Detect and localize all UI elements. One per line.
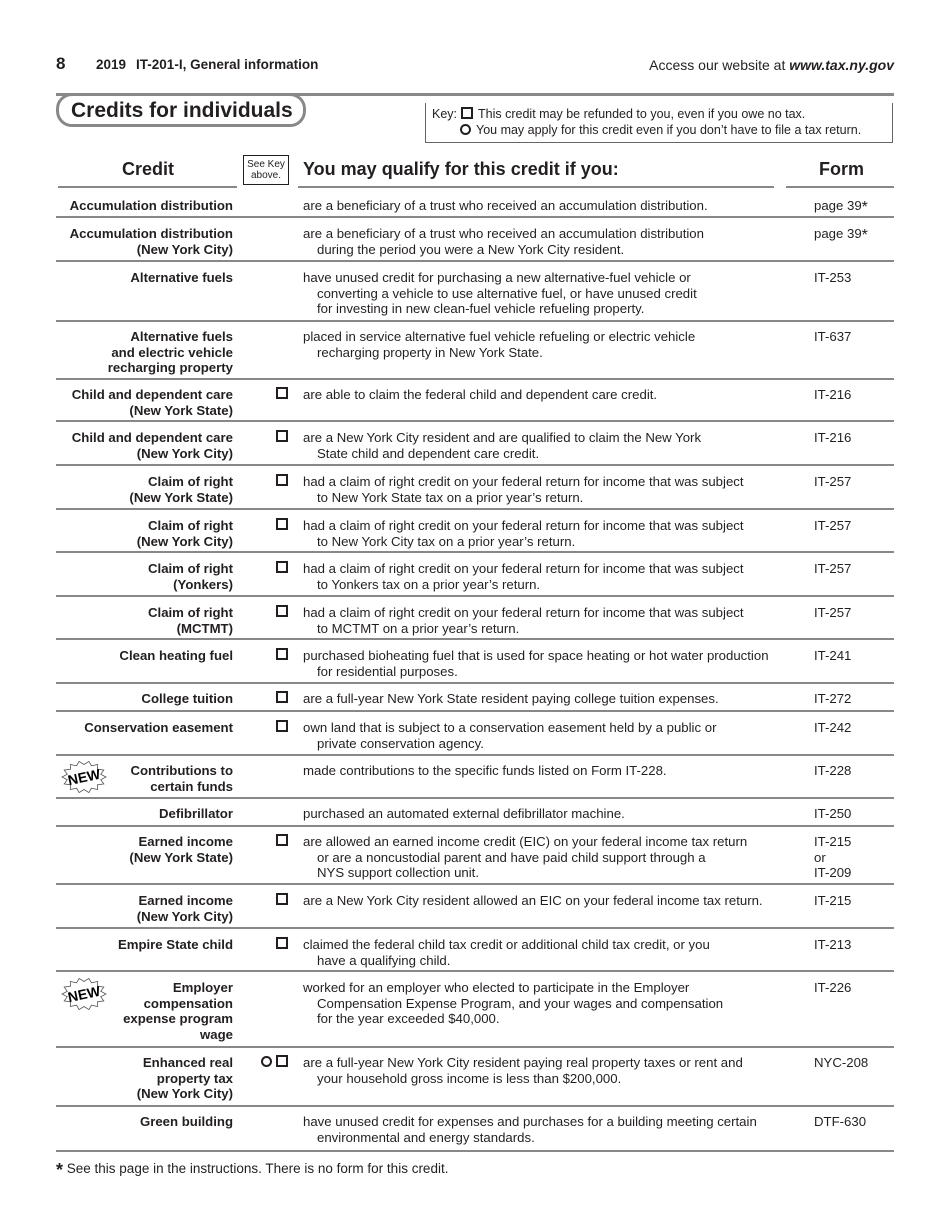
qualification-first-line: are allowed an earned income credit (EIC) on your federal income tax return	[303, 834, 748, 849]
qualification-first-line: had a claim of right credit on your federal return for income that was subject	[303, 605, 744, 620]
footnote-asterisk: *	[56, 1160, 64, 1180]
refundable-square-icon	[276, 834, 288, 846]
credit-form	[814, 387, 851, 403]
new-badge-text: NEW	[66, 765, 102, 789]
refundable-square-icon	[276, 648, 288, 660]
credit-name: Green building	[139, 1114, 233, 1129]
qualification-first-line: own land that is subject to a conservation easement held by a public or	[303, 720, 717, 735]
credit-qualification	[303, 198, 803, 214]
asterisk-mark: *	[861, 199, 868, 216]
row-divider	[56, 508, 894, 510]
form-number: IT-215	[814, 893, 852, 908]
row-divider	[56, 320, 894, 322]
refundable-square-icon	[276, 605, 288, 617]
row-divider	[56, 682, 894, 684]
credit-form	[814, 1055, 868, 1071]
row-divider	[56, 1105, 894, 1107]
asterisk-mark: *	[861, 227, 868, 244]
qualification-continuation: for residential purposes.	[317, 663, 458, 679]
qualification-first-line: had a claim of right credit on your federal return for income that was subject	[303, 561, 744, 576]
row-divider	[56, 260, 894, 262]
section-title-box	[56, 93, 306, 127]
website-link[interactable]: www.tax.ny.gov	[789, 57, 894, 73]
form-number: IT-226	[814, 980, 852, 995]
credit-form	[814, 720, 851, 736]
form-number: IT-216	[814, 430, 852, 445]
row-divider	[56, 216, 894, 218]
credit-name: Empire State child	[117, 937, 233, 952]
website-line	[649, 57, 894, 73]
column-header-form: Form	[819, 159, 864, 179]
form-number: IT-241	[814, 648, 852, 663]
header-year: 2019	[96, 57, 127, 72]
form-number: IT-272	[814, 691, 852, 706]
credit-form	[814, 648, 851, 664]
section-title: Credits for individuals	[71, 99, 293, 122]
refundable-square-icon	[276, 561, 288, 573]
column-header-see-key	[243, 155, 289, 185]
credit-name: Child and dependent care (New York State)	[71, 387, 233, 418]
row-divider	[56, 927, 894, 929]
credit-qualification	[303, 720, 803, 751]
qualification-first-line: are a full-year New York City resident paying real property taxes or rent and	[303, 1055, 743, 1070]
credit-qualification	[303, 1114, 803, 1145]
refundable-square-icon	[276, 937, 288, 949]
form-number: DTF-630	[814, 1114, 867, 1129]
qualification-continuation: to Yonkers tax on a prior year’s return.	[317, 576, 541, 592]
form-number: IT-257	[814, 474, 852, 489]
running-header	[96, 57, 318, 72]
credit-qualification	[303, 893, 803, 909]
credit-qualification	[303, 980, 803, 1027]
credit-key-icons	[256, 1055, 288, 1071]
qualification-first-line: are a New York City resident and are qualified to claim the New York	[303, 430, 702, 445]
qualification-continuation: private conservation agency.	[317, 735, 484, 751]
refundable-square-icon	[461, 107, 473, 119]
qualification-first-line: have unused credit for purchasing a new alternative-fuel vehicle or	[303, 270, 691, 285]
credit-name: Alternative fuels and electric vehicle recharging property	[107, 329, 233, 376]
row-divider	[56, 1150, 894, 1152]
footnote-text: See this page in the instructions. There is no form for this credit.	[63, 1161, 449, 1176]
form-number: page 39	[814, 226, 862, 241]
form-number: IT-228	[814, 763, 852, 778]
qualification-first-line: are a beneficiary of a trust who received an accumulation distribution	[303, 226, 704, 241]
credit-qualification	[303, 561, 803, 592]
credit-key-icons	[256, 430, 288, 446]
credit-form	[814, 198, 868, 214]
credit-qualification	[303, 1055, 803, 1086]
credit-form	[814, 270, 851, 286]
qualification-continuation: to MCTMT on a prior year’s return.	[317, 620, 520, 636]
qualification-first-line: had a claim of right credit on your federal return for income that was subject	[303, 474, 744, 489]
see-key-above: above.	[250, 170, 282, 181]
row-divider	[56, 464, 894, 466]
credit-key-icons	[256, 893, 288, 909]
qualification-continuation: Compensation Expense Program, and your wages and compensation for the year exceeded $40,000.	[317, 995, 724, 1027]
credit-qualification	[303, 806, 803, 822]
credit-qualification	[303, 518, 803, 549]
refundable-square-icon	[276, 893, 288, 905]
credit-name: Conservation easement	[84, 720, 233, 735]
qualification-first-line: worked for an employer who elected to participate in the Employer	[303, 980, 690, 995]
header-underline-form	[786, 186, 894, 188]
qualification-first-line: purchased bioheating fuel that is used for space heating or hot water production	[303, 648, 769, 663]
credit-qualification	[303, 648, 803, 679]
credit-qualification	[303, 691, 803, 707]
refundable-square-icon	[276, 387, 288, 399]
form-number: page 39	[814, 198, 862, 213]
key-square-text: This credit may be refunded to you, even if you owe no tax.	[478, 107, 806, 121]
credit-form	[814, 806, 851, 822]
credit-name: Contributions to certain funds	[130, 763, 233, 794]
form-number: IT-257	[814, 518, 852, 533]
refundable-square-icon	[276, 720, 288, 732]
credit-qualification	[303, 430, 803, 461]
row-divider	[56, 797, 894, 799]
new-starburst-icon	[60, 976, 108, 1012]
refundable-square-icon	[276, 430, 288, 442]
qualification-continuation: State child and dependent care credit.	[317, 445, 540, 461]
credit-qualification	[303, 329, 803, 360]
refundable-square-icon	[276, 474, 288, 486]
row-divider	[56, 420, 894, 422]
key-box	[425, 103, 893, 143]
credit-form	[814, 518, 851, 534]
credit-key-icons	[256, 691, 288, 707]
row-divider	[56, 638, 894, 640]
row-divider	[56, 595, 894, 597]
credit-form	[814, 329, 851, 345]
qualification-first-line: have unused credit for expenses and purchases for a building meeting certain	[303, 1114, 757, 1129]
form-number: IT-216	[814, 387, 852, 402]
credit-qualification	[303, 387, 803, 403]
credit-name: Alternative fuels	[130, 270, 233, 285]
row-divider	[56, 754, 894, 756]
credit-name: Claim of right (New York City)	[136, 518, 233, 549]
column-header-credit: Credit	[122, 159, 175, 179]
qualification-first-line: are able to claim the federal child and dependent care credit.	[303, 387, 658, 402]
header-underline-qualify	[298, 186, 774, 188]
row-divider	[56, 551, 894, 553]
qualification-first-line: claimed the federal child tax credit or additional child tax credit, or you	[303, 937, 710, 952]
qualification-continuation: to New York State tax on a prior year’s return.	[317, 489, 584, 505]
new-badge-text: NEW	[66, 982, 102, 1006]
form-number: IT-250	[814, 806, 852, 821]
credit-name: Earned income (New York State)	[129, 834, 233, 865]
page-number: 8	[56, 54, 66, 73]
credit-name: Child and dependent care (New York City)	[71, 430, 233, 461]
form-number: IT-242	[814, 720, 852, 735]
credit-form	[814, 763, 851, 779]
credit-form	[814, 691, 851, 707]
footnote	[56, 1160, 448, 1181]
credit-qualification	[303, 834, 803, 881]
credit-form	[814, 1114, 866, 1130]
credit-form	[814, 980, 851, 996]
credit-name: Claim of right (MCTMT)	[148, 605, 233, 636]
credit-form	[814, 893, 851, 909]
credit-form	[814, 561, 851, 577]
credit-name: Employer compensation expense program wage	[123, 980, 233, 1042]
credit-name: Accumulation distribution (New York City)	[69, 226, 233, 257]
row-divider	[56, 710, 894, 712]
qualification-continuation: converting a vehicle to use alternative fuel, or have unused credit for investing in new clean-fuel vehicle refueling property.	[317, 285, 697, 317]
credit-key-icons	[256, 834, 288, 850]
form-number: IT-637	[814, 329, 852, 344]
qualification-continuation: recharging property in New York State.	[317, 344, 543, 360]
form-number: IT-257	[814, 605, 852, 620]
credit-key-icons	[256, 561, 288, 577]
row-divider	[56, 970, 894, 972]
qualification-continuation: to New York City tax on a prior year’s return.	[317, 533, 576, 549]
credit-name: Claim of right (New York State)	[129, 474, 233, 505]
credit-qualification	[303, 226, 803, 257]
qualification-continuation: or are a noncustodial parent and have paid child support through a NYS support collection unit.	[317, 849, 706, 881]
credit-form	[814, 474, 851, 490]
refundable-square-icon	[276, 518, 288, 530]
credit-qualification	[303, 763, 803, 779]
qualification-first-line: are a New York City resident allowed an EIC on your federal income tax return.	[303, 893, 763, 908]
header-underline-credit	[58, 186, 237, 188]
credit-name: Claim of right (Yonkers)	[148, 561, 233, 592]
credit-key-icons	[256, 387, 288, 403]
credit-key-icons	[256, 720, 288, 736]
see-key-text: See Key	[247, 159, 285, 170]
credit-form	[814, 430, 851, 446]
credit-form	[814, 834, 851, 881]
credit-name: College tuition	[141, 691, 233, 706]
qualification-first-line: had a claim of right credit on your federal return for income that was subject	[303, 518, 744, 533]
qualification-first-line: made contributions to the specific funds listed on Form IT-228.	[303, 763, 667, 778]
credit-key-icons	[256, 937, 288, 953]
refundable-square-icon	[276, 691, 288, 703]
row-divider	[56, 825, 894, 827]
credit-qualification	[303, 270, 803, 317]
credit-key-icons	[256, 474, 288, 490]
form-number: IT-213	[814, 937, 852, 952]
qualification-first-line: placed in service alternative fuel vehicle refueling or electric vehicle	[303, 329, 696, 344]
credit-key-icons	[256, 605, 288, 621]
credit-qualification	[303, 474, 803, 505]
qualification-continuation: your household gross income is less than $200,000.	[317, 1070, 622, 1086]
credit-qualification	[303, 937, 803, 968]
row-divider	[56, 883, 894, 885]
credit-name: Enhanced real property tax (New York City)	[136, 1055, 233, 1102]
qualification-first-line: are a full-year New York State resident paying college tuition expenses.	[303, 691, 719, 706]
qualification-continuation: have a qualifying child.	[317, 952, 451, 968]
qualification-first-line: are a beneficiary of a trust who received an accumulation distribution.	[303, 198, 708, 213]
credit-key-icons	[256, 648, 288, 664]
website-prefix: Access our website at	[649, 57, 790, 73]
credit-name: Defibrillator	[158, 806, 233, 821]
qualification-continuation: during the period you were a New York City resident.	[317, 241, 625, 257]
no-filing-circle-icon	[261, 1056, 272, 1067]
key-row-square	[432, 106, 892, 122]
new-starburst-icon	[60, 759, 108, 795]
column-header-qualify: You may qualify for this credit if you:	[303, 159, 619, 179]
credit-qualification	[303, 605, 803, 636]
credit-name: Earned income (New York City)	[136, 893, 233, 924]
form-number: NYC-208	[814, 1055, 869, 1070]
credit-key-icons	[256, 518, 288, 534]
key-label: Key:	[432, 107, 458, 121]
refundable-square-icon	[276, 1055, 288, 1067]
header-doc-title: IT-201-I, General information	[136, 57, 319, 72]
no-filing-circle-icon	[460, 124, 471, 135]
key-row-circle	[432, 122, 892, 138]
qualification-continuation: environmental and energy standards.	[317, 1129, 535, 1145]
row-divider	[56, 1046, 894, 1048]
row-divider	[56, 378, 894, 380]
credit-name: Clean heating fuel	[119, 648, 233, 663]
form-number: IT-215 or IT-209	[814, 834, 852, 881]
form-number: IT-257	[814, 561, 852, 576]
form-number: IT-253	[814, 270, 852, 285]
credit-name: Accumulation distribution	[69, 198, 233, 213]
credit-form	[814, 937, 851, 953]
credit-form	[814, 226, 868, 242]
key-circle-text: You may apply for this credit even if you don’t have to file a tax return.	[476, 123, 862, 137]
credit-form	[814, 605, 851, 621]
qualification-first-line: purchased an automated external defibrillator machine.	[303, 806, 625, 821]
